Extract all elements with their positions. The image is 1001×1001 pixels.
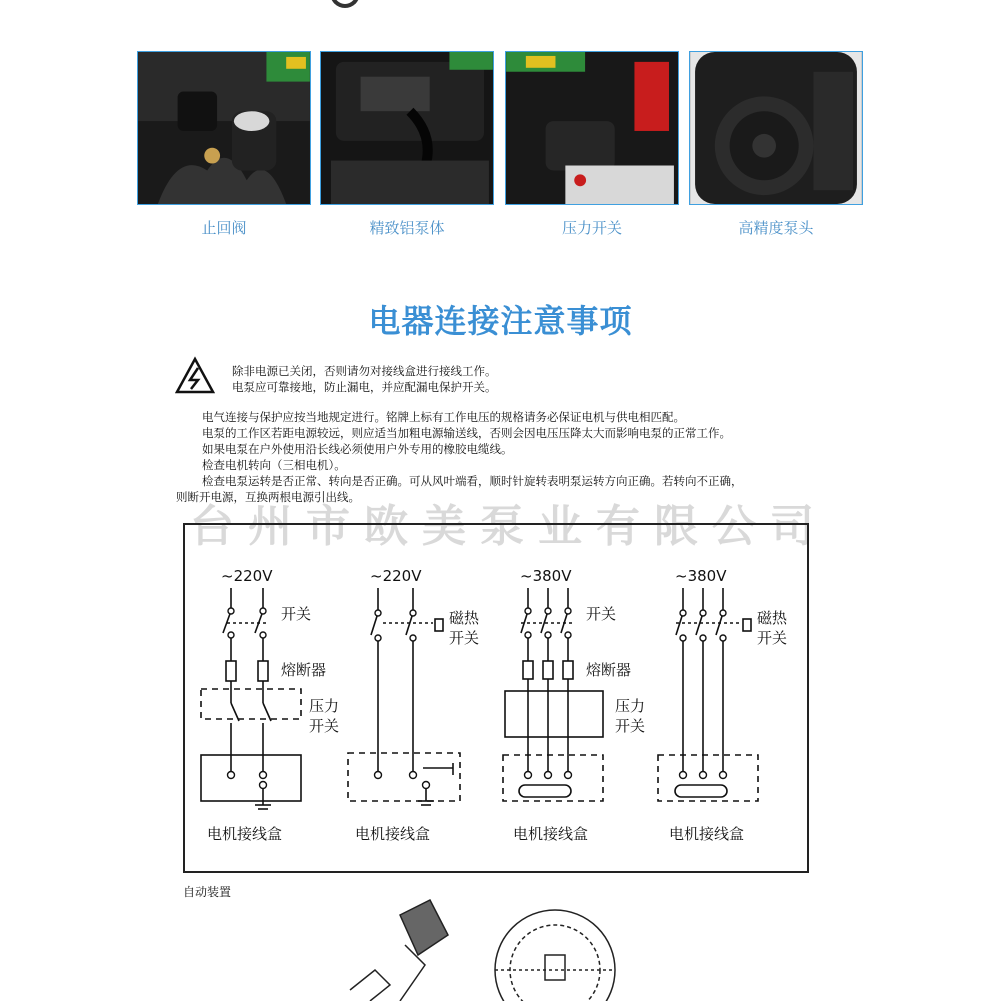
photo-aluminum-body: [320, 51, 494, 205]
thermal-switch-label: 磁热: [757, 609, 788, 627]
pressure-switch-label: 开关: [615, 717, 646, 735]
caption-pump-head: 高精度泵头: [738, 219, 814, 237]
pressure-switch-label: 压力: [615, 697, 646, 715]
switch-label: 开关: [586, 605, 617, 623]
note-line: 电气连接与保护应按当地规定进行。铭牌上标有工作电压的规格请务必保证电机与供电相匹配。: [202, 410, 685, 424]
note-line: 检查电机转向（三相电机）。: [202, 458, 346, 472]
motor-box-label: 电机接线盒: [513, 825, 589, 843]
note-line: 电泵应可靠接地，防止漏电，并应配漏电保护开关。: [232, 380, 497, 394]
caption-aluminum-body: 精致铝泵体: [369, 219, 445, 237]
auto-device-label: 自动装置: [183, 885, 232, 899]
pressure-switch-label: 压力: [309, 697, 340, 715]
note-line: 检查电泵运转是否正常、转向是否正确。可从风叶端看，顺时针旋转表明泵运转方向正确。若转向不正确，: [202, 474, 743, 488]
caption-pressure-switch: 压力开关: [561, 219, 622, 237]
wiring-diagram: [183, 523, 809, 873]
voltage-label: ~220V: [221, 567, 273, 585]
photo-check-valve: [137, 51, 311, 205]
voltage-label: ~380V: [675, 567, 727, 585]
motor-box-label: 电机接线盒: [355, 825, 431, 843]
auto-device-drawing: [330, 895, 630, 1001]
caption-check-valve: 止回阀: [201, 219, 247, 237]
thermal-switch-label: 开关: [757, 629, 788, 647]
motor-box-label: 电机接线盒: [207, 825, 283, 843]
photo-pump-head: [689, 51, 863, 205]
photo-pressure-switch: [505, 51, 679, 205]
pressure-switch-label: 开关: [309, 717, 340, 735]
top-decoration: [330, 0, 360, 8]
switch-label: 开关: [281, 605, 312, 623]
watermark-text: 台州市欧美泵业有限公司: [190, 501, 828, 552]
thermal-switch-label: 开关: [449, 629, 480, 647]
voltage-label: ~220V: [370, 567, 422, 585]
voltage-label: ~380V: [520, 567, 572, 585]
warning-icon: [175, 356, 215, 396]
note-line: 电泵的工作区若距电源较远，则应适当加粗电源输送线，否则会因电压压降太大而影响电泵的正常工作。: [202, 426, 731, 440]
note-line: 则断开电源，互换两根电源引出线。: [176, 490, 360, 504]
page-title: 电器连接注意事项: [368, 302, 633, 340]
thermal-switch-label: 磁热: [449, 609, 480, 627]
fuse-label: 熔断器: [281, 661, 327, 679]
motor-box-label: 电机接线盒: [669, 825, 745, 843]
fuse-label: 熔断器: [586, 661, 632, 679]
note-line: 如果电泵在户外使用沿长线必须使用户外专用的橡胶电缆线。: [202, 442, 513, 456]
note-line: 除非电源已关闭，否则请勿对接线盒进行接线工作。: [232, 364, 497, 378]
